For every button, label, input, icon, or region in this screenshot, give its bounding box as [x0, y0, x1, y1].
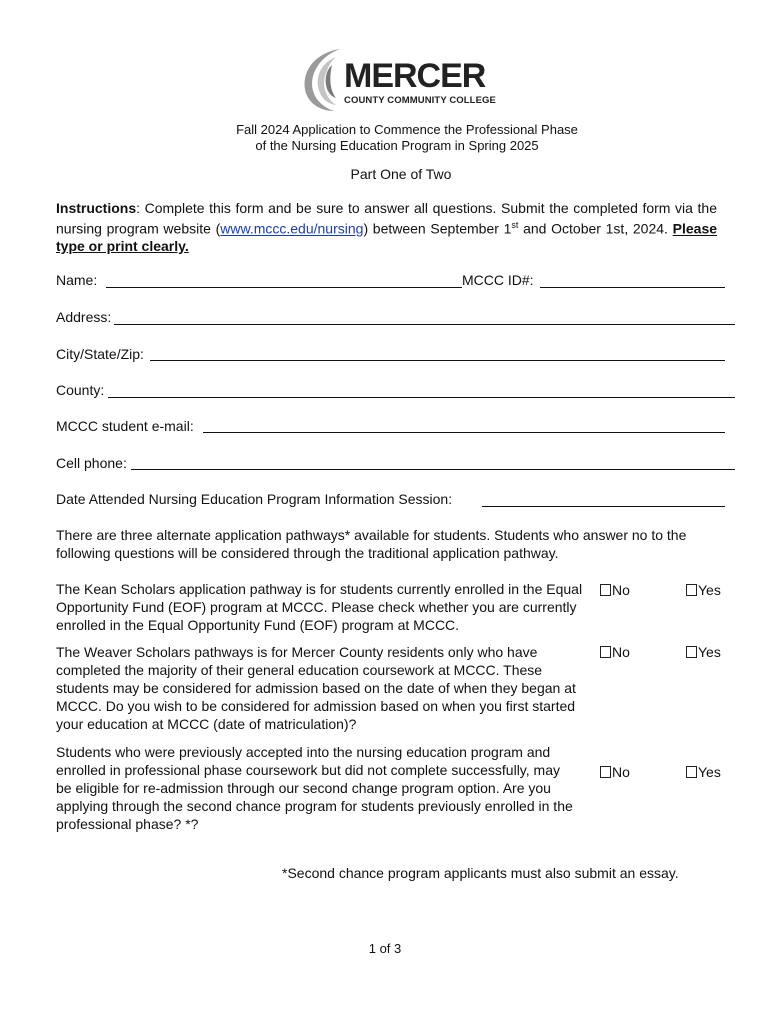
checkbox-icon[interactable]	[686, 646, 697, 658]
address-label: Address:	[56, 309, 112, 325]
mccc-id-label: MCCC ID#:	[462, 272, 534, 288]
checkbox-icon[interactable]	[600, 584, 611, 596]
logo-subtitle: COUNTY COMMUNITY COLLEGE	[344, 95, 496, 106]
instructions-label: Instructions	[56, 200, 137, 216]
email-label: MCCC student e-mail:	[56, 418, 194, 434]
checkbox-icon[interactable]	[686, 766, 697, 778]
footnote: *Second chance program applicants must also submit an essay.	[282, 865, 679, 881]
checkbox-icon[interactable]	[686, 584, 697, 596]
email-input-line[interactable]	[203, 432, 725, 433]
cell-phone-input-line[interactable]	[131, 469, 735, 470]
form-title-line2: of the Nursing Education Program in Spring 2025	[255, 138, 539, 153]
info-session-input-line[interactable]	[482, 506, 725, 507]
mccc-id-input-line[interactable]	[540, 287, 725, 288]
pathways-intro: There are three alternate application pathways* available for students. Students who answer no to the following questions will be considered through the traditional application pathway.	[56, 527, 687, 561]
kean-yes-option[interactable]	[686, 581, 721, 599]
no-label: No	[612, 582, 630, 598]
checkbox-icon[interactable]	[600, 766, 611, 778]
yes-label: Yes	[698, 644, 721, 660]
nursing-website-link[interactable]: www.mccc.edu/nursing	[220, 220, 364, 237]
address-input-line[interactable]	[114, 324, 735, 325]
instructions-text-2: ) between September 1	[363, 220, 512, 237]
instructions-text-1: : Complete this form and be sure to answer all questions. Submit the completed form via the nursing program website (	[56, 200, 717, 237]
city-state-zip-label: City/State/Zip:	[56, 346, 144, 362]
crescent-logo-icon	[292, 45, 352, 115]
info-session-label: Date Attended Nursing Education Program Information Session:	[56, 491, 453, 507]
weaver-no-option[interactable]	[600, 643, 630, 661]
second-chance-yes-option[interactable]	[686, 763, 721, 781]
checkbox-icon[interactable]	[600, 646, 611, 658]
city-state-zip-input-line[interactable]	[150, 360, 725, 361]
no-label: No	[612, 764, 630, 780]
question-kean: The Kean Scholars application pathway is for students currently enrolled in the Equal Opportunity Fund (EOF) program at MCCC. Please check whether you are currently enrolled in the Equal Opportunity Fund (EOF) program at MCCC.	[56, 581, 583, 633]
name-label: Name:	[56, 272, 98, 288]
page-number: 1 of 3	[368, 941, 402, 956]
name-input-line[interactable]	[106, 287, 462, 288]
no-label: No	[612, 644, 630, 660]
question-weaver: The Weaver Scholars pathways is for Mercer County residents only who have completed the majority of their general education coursework at MCCC. These students may be considered for admission based on the date of when they began at MCCC. Do you wish to be considered for admission based on when you first started your education at MCCC (date of matriculation)?	[56, 644, 576, 732]
yes-label: Yes	[698, 582, 721, 598]
college-logo	[292, 45, 502, 115]
yes-label: Yes	[698, 764, 721, 780]
county-input-line[interactable]	[108, 397, 735, 398]
form-title-line1: Fall 2024 Application to Commence the Professional Phase	[236, 122, 578, 137]
instructions-text-3: and October 1st, 2024.	[518, 220, 673, 237]
second-chance-no-option[interactable]	[600, 763, 630, 781]
logo-wordmark: MERCER	[344, 57, 486, 95]
instructions-sup: st	[511, 220, 519, 230]
instructions-emphasis: Please type or print clearly.	[56, 220, 718, 254]
instructions	[56, 200, 717, 255]
question-second-chance: Students who were previously accepted into the nursing education program and enrolled in professional phase coursework but did not complete successfully, may be eligible for re-admission through our second change program option. Are you applying through the second chance program for students previously enrolled in the professional phase? *?	[56, 744, 573, 832]
weaver-yes-option[interactable]	[686, 643, 721, 661]
county-label: County:	[56, 382, 105, 398]
cell-phone-label: Cell phone:	[56, 455, 127, 471]
kean-no-option[interactable]	[600, 581, 630, 599]
part-label: Part One of Two	[350, 166, 452, 182]
